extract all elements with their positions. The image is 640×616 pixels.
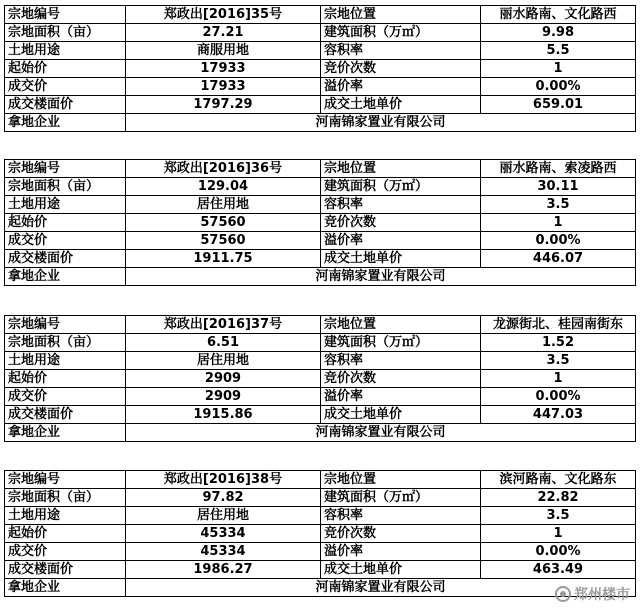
land-use-label: 土地用途	[5, 42, 126, 60]
buyer-label: 拿地企业	[5, 424, 126, 442]
buyer-value: 河南锦家置业有限公司	[126, 579, 636, 597]
land-area-label: 宗地面积（亩）	[5, 334, 126, 352]
parcel-no-label: 宗地编号	[5, 160, 126, 178]
table-row	[5, 214, 636, 232]
land-use-label: 土地用途	[5, 507, 126, 525]
premium-rate-label: 溢价率	[321, 78, 481, 96]
deal-price-value: 2909	[126, 388, 321, 406]
start-price-label: 起始价	[5, 214, 126, 232]
table-row	[5, 78, 636, 96]
premium-rate-value: 0.00%	[481, 232, 636, 250]
start-price-label: 起始价	[5, 60, 126, 78]
parcel-table-35	[4, 5, 636, 132]
bid-count-label: 竞价次数	[321, 214, 481, 232]
premium-rate-value: 0.00%	[481, 78, 636, 96]
table-row	[5, 96, 636, 114]
building-area-label: 建筑面积（万㎡）	[321, 334, 481, 352]
buyer-value: 河南锦家置业有限公司	[126, 114, 636, 132]
building-area-label: 建筑面积（万㎡）	[321, 489, 481, 507]
deal-price-label: 成交价	[5, 388, 126, 406]
table-row	[5, 6, 636, 24]
premium-rate-label: 溢价率	[321, 388, 481, 406]
location-value: 滨河路南、文化路东	[481, 471, 636, 489]
premium-rate-label: 溢价率	[321, 543, 481, 561]
table-row	[5, 250, 636, 268]
watermark-text: 郑州楼市	[574, 587, 630, 603]
table-row	[5, 24, 636, 42]
land-area-label: 宗地面积（亩）	[5, 24, 126, 42]
unit-price-value: 447.03	[481, 406, 636, 424]
location-value: 丽水路南、文化路西	[481, 6, 636, 24]
deal-price-value: 57560	[126, 232, 321, 250]
location-label: 宗地位置	[321, 6, 481, 24]
bid-count-label: 竞价次数	[321, 60, 481, 78]
floor-price-label: 成交楼面价	[5, 561, 126, 579]
premium-rate-value: 0.00%	[481, 388, 636, 406]
floor-price-label: 成交楼面价	[5, 96, 126, 114]
land-area-label: 宗地面积（亩）	[5, 489, 126, 507]
table-row	[5, 60, 636, 78]
floor-price-label: 成交楼面价	[5, 250, 126, 268]
table-row	[5, 196, 636, 214]
table-row	[5, 388, 636, 406]
buyer-label: 拿地企业	[5, 114, 126, 132]
table-row	[5, 370, 636, 388]
table-row	[5, 424, 636, 442]
plot-ratio-label: 容积率	[321, 196, 481, 214]
table-row	[5, 232, 636, 250]
unit-price-label: 成交土地单价	[321, 96, 481, 114]
start-price-label: 起始价	[5, 525, 126, 543]
buyer-label: 拿地企业	[5, 268, 126, 286]
table-row	[5, 525, 636, 543]
table-row	[5, 178, 636, 196]
land-area-value: 27.21	[126, 24, 321, 42]
unit-price-label: 成交土地单价	[321, 250, 481, 268]
unit-price-value: 446.07	[481, 250, 636, 268]
plot-ratio-value: 3.5	[481, 196, 636, 214]
deal-price-label: 成交价	[5, 232, 126, 250]
plot-ratio-value: 3.5	[481, 507, 636, 525]
start-price-value: 45334	[126, 525, 321, 543]
bid-count-value: 1	[481, 214, 636, 232]
table-row	[5, 406, 636, 424]
unit-price-value: 463.49	[481, 561, 636, 579]
building-area-value: 1.52	[481, 334, 636, 352]
buyer-label: 拿地企业	[5, 579, 126, 597]
location-label: 宗地位置	[321, 316, 481, 334]
location-value: 龙源街北、桂园南街东	[481, 316, 636, 334]
unit-price-value: 659.01	[481, 96, 636, 114]
land-area-label: 宗地面积（亩）	[5, 178, 126, 196]
plot-ratio-label: 容积率	[321, 352, 481, 370]
plot-ratio-label: 容积率	[321, 42, 481, 60]
start-price-value: 2909	[126, 370, 321, 388]
land-use-value: 商服用地	[126, 42, 321, 60]
premium-rate-value: 0.00%	[481, 543, 636, 561]
start-price-label: 起始价	[5, 370, 126, 388]
building-area-value: 9.98	[481, 24, 636, 42]
land-use-value: 居住用地	[126, 196, 321, 214]
parcel-no-label: 宗地编号	[5, 316, 126, 334]
table-row	[5, 334, 636, 352]
table-row	[5, 471, 636, 489]
table-row	[5, 42, 636, 60]
plot-ratio-value: 3.5	[481, 352, 636, 370]
buyer-value: 河南锦家置业有限公司	[126, 268, 636, 286]
deal-price-label: 成交价	[5, 543, 126, 561]
bid-count-label: 竞价次数	[321, 525, 481, 543]
parcel-table-38	[4, 470, 636, 597]
parcel-no-label: 宗地编号	[5, 471, 126, 489]
start-price-value: 17933	[126, 60, 321, 78]
land-area-value: 129.04	[126, 178, 321, 196]
bid-count-value: 1	[481, 525, 636, 543]
parcel-no-value: 郑政出[2016]35号	[126, 6, 321, 24]
parcel-table-37	[4, 315, 636, 442]
building-area-value: 30.11	[481, 178, 636, 196]
building-area-label: 建筑面积（万㎡）	[321, 24, 481, 42]
land-use-label: 土地用途	[5, 196, 126, 214]
land-area-value: 97.82	[126, 489, 321, 507]
buyer-value: 河南锦家置业有限公司	[126, 424, 636, 442]
bid-count-value: 1	[481, 370, 636, 388]
start-price-value: 57560	[126, 214, 321, 232]
parcel-no-label: 宗地编号	[5, 6, 126, 24]
parcel-no-value: 郑政出[2016]36号	[126, 160, 321, 178]
land-area-value: 6.51	[126, 334, 321, 352]
bid-count-value: 1	[481, 60, 636, 78]
table-row	[5, 114, 636, 132]
floor-price-value: 1797.29	[126, 96, 321, 114]
table-row	[5, 489, 636, 507]
parcel-no-value: 郑政出[2016]37号	[126, 316, 321, 334]
premium-rate-label: 溢价率	[321, 232, 481, 250]
table-row	[5, 543, 636, 561]
floor-price-value: 1986.27	[126, 561, 321, 579]
location-value: 丽水路南、索凌路西	[481, 160, 636, 178]
unit-price-label: 成交土地单价	[321, 561, 481, 579]
floor-price-value: 1911.75	[126, 250, 321, 268]
wechat-logo-icon	[555, 586, 571, 602]
deal-price-label: 成交价	[5, 78, 126, 96]
table-row	[5, 268, 636, 286]
location-label: 宗地位置	[321, 160, 481, 178]
table-row	[5, 352, 636, 370]
table-row	[5, 160, 636, 178]
table-row	[5, 316, 636, 334]
plot-ratio-value: 5.5	[481, 42, 636, 60]
table-row	[5, 579, 636, 597]
floor-price-value: 1915.86	[126, 406, 321, 424]
parcel-no-value: 郑政出[2016]38号	[126, 471, 321, 489]
deal-price-value: 17933	[126, 78, 321, 96]
parcel-table-36	[4, 159, 636, 286]
bid-count-label: 竞价次数	[321, 370, 481, 388]
location-label: 宗地位置	[321, 471, 481, 489]
building-area-value: 22.82	[481, 489, 636, 507]
floor-price-label: 成交楼面价	[5, 406, 126, 424]
land-use-value: 居住用地	[126, 352, 321, 370]
plot-ratio-label: 容积率	[321, 507, 481, 525]
table-row	[5, 507, 636, 525]
watermark	[555, 584, 630, 604]
unit-price-label: 成交土地单价	[321, 406, 481, 424]
table-row	[5, 561, 636, 579]
land-use-label: 土地用途	[5, 352, 126, 370]
building-area-label: 建筑面积（万㎡）	[321, 178, 481, 196]
deal-price-value: 45334	[126, 543, 321, 561]
land-use-value: 居住用地	[126, 507, 321, 525]
